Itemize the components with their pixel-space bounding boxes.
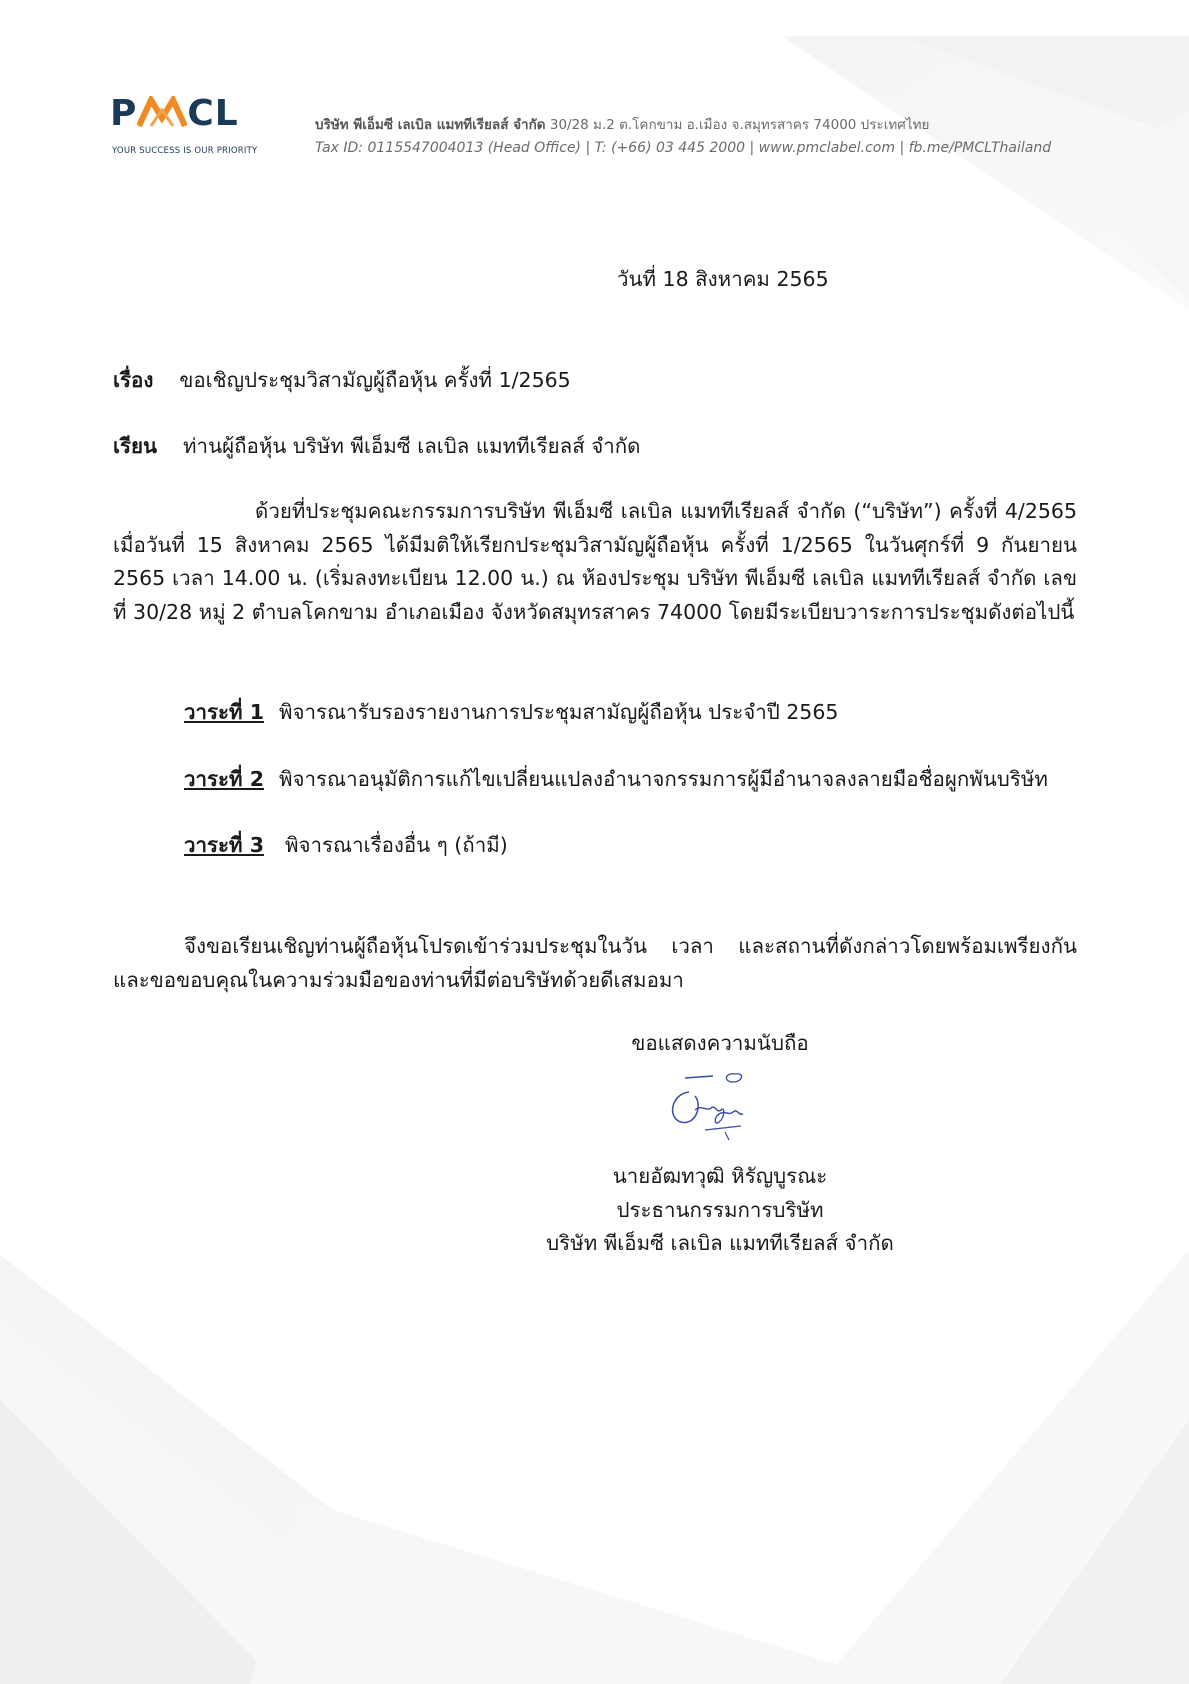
handwritten-signature xyxy=(655,1070,775,1150)
closing-salutation: ขอแสดงความนับถือ xyxy=(631,1031,809,1055)
agenda-label: วาระที่ 3 xyxy=(184,833,264,857)
body-paragraph xyxy=(113,495,1077,629)
company-logo xyxy=(110,94,260,156)
agenda-label: วาระที่ 1 xyxy=(184,700,264,724)
recipient-label: เรียน xyxy=(113,434,158,458)
closing-paragraph xyxy=(113,930,1077,997)
logo-tagline: YOUR SUCCESS IS OUR PRIORITY xyxy=(112,146,258,156)
agenda-text: พิจารณาอนุมัติการแก้ไขเปลี่ยนแปลงอำนาจกรรมการผู้มีอำนาจลงลายมือชื่อผูกพันบริษัท xyxy=(279,767,1048,791)
subject-text: ขอเชิญประชุมวิสามัญผู้ถือหุ้น ครั้งที่ 1/2565 xyxy=(179,368,571,392)
agenda-item xyxy=(184,696,838,730)
letter-date: วันที่ 18 สิงหาคม 2565 xyxy=(617,267,829,291)
recipient-text: ท่านผู้ถือหุ้น บริษัท พีเอ็มซี เลเบิล แมททีเรียลส์ จำกัด xyxy=(183,434,641,458)
signer-title: ประธานกรรมการบริษัท xyxy=(616,1197,824,1222)
logo-wordmark: P CL xyxy=(110,93,239,134)
agenda-text: พิจารณารับรองรายงานการประชุมสามัญผู้ถือหุ้น ประจำปี 2565 xyxy=(279,700,839,724)
agenda-text: พิจารณาเรื่องอื่น ๆ (ถ้ามี) xyxy=(285,833,508,857)
company-contact-line: Tax ID: 0115547004013 (Head Office) | T: (+66) 03 445 2000 | www.pmclabel.com | fb.me/PMCLThailand xyxy=(315,140,1052,156)
company-address: 30/28 ม.2 ต.โคกขาม อ.เมือง จ.สมุทรสาคร 74000 ประเทศไทย xyxy=(549,117,930,133)
body-text: ด้วยที่ประชุมคณะกรรมการบริษัท พีเอ็มซี เลเบิล แมททีเรียลส์ จำกัด (“บริษัท”) ครั้งที่ 4/2565 เมื่อวันที่ 15 สิงหาคม 2565 ได้มีมติให้เรียกประชุมวิสามัญผู้ถือหุ้น ครั้งที่ 1/2565 ในวันศุกร์ที่ 9 กันยายน 2565 เวลา 14.00 น. (เริ่มลงทะเบียน 12.00 น.) ณ ห้องประชุม บริษัท พีเอ็มซี เลเบิล แมททีเรียลส์ จำกัด เลขที่ 30/28 หมู่ 2 ตำบลโคกขาม อำเภอเมือง จังหวัดสมุทรสาคร 74000 โดยมีระเบียบวาระการประชุมดังต่อไปนี้ xyxy=(113,499,1077,624)
recipient-row xyxy=(113,430,641,464)
agenda-item xyxy=(184,763,1048,797)
company-address-line xyxy=(315,114,1095,137)
subject-row xyxy=(113,364,571,398)
closing-paragraph-text: จึงขอเรียนเชิญท่านผู้ถือหุ้นโปรดเข้าร่วมประชุมในวัน เวลา และสถานที่ดังกล่าวโดยพร้อมเพรียงกัน และขอขอบคุณในความร่วมมือของท่านที่มีต่อบริษัทด้วยดีเสมอมา xyxy=(113,934,1077,992)
signer-company: บริษัท พีเอ็มซี เลเบิล แมททีเรียลส์ จำกัด xyxy=(546,1231,894,1255)
signer-name: นายอัฒทวุฒิ หิรัญบูรณะ xyxy=(612,1164,828,1188)
signer-block xyxy=(520,1160,920,1261)
logo-m-mark-icon xyxy=(137,96,187,128)
company-name: บริษัท พีเอ็มซี เลเบิล แมททีเรียลส์ จำกัด xyxy=(315,117,546,133)
agenda-item xyxy=(184,829,508,863)
subject-label: เรื่อง xyxy=(113,368,154,392)
company-header xyxy=(315,114,1095,160)
agenda-label: วาระที่ 2 xyxy=(184,767,264,791)
